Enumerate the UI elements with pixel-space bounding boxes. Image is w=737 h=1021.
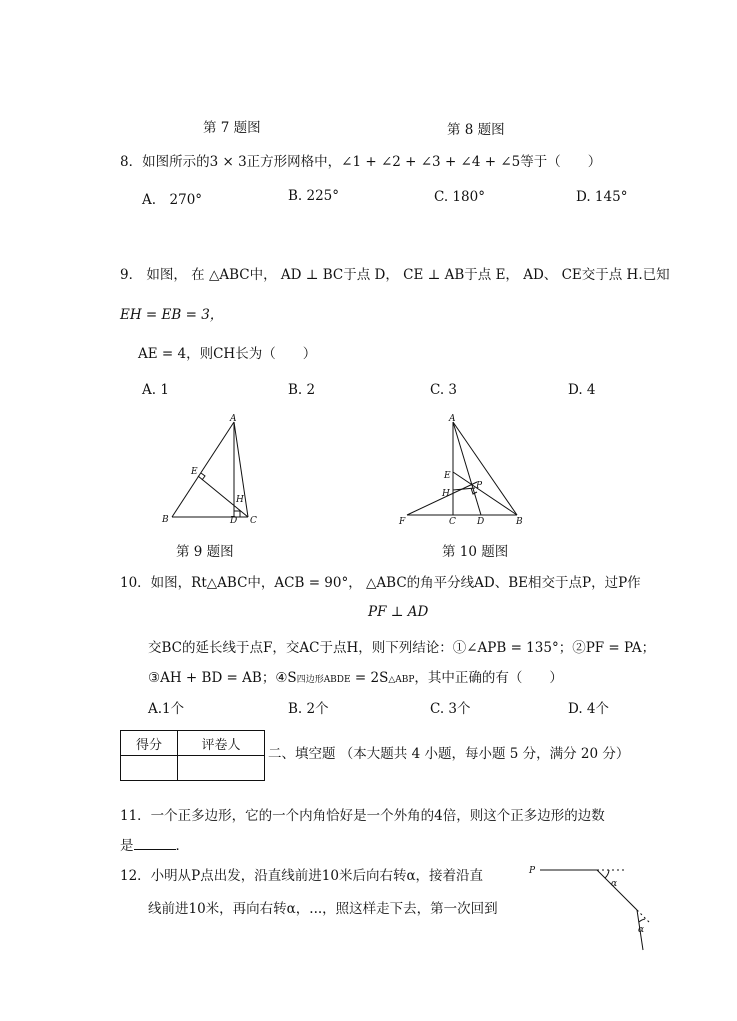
question-9-line2: EH = EB = 3， — [120, 307, 224, 323]
question-10-line3: 交BC的延长线于点F，交AC于点H，则下列结论：①∠APB = 135°；②PF = PA； — [148, 640, 656, 656]
option-c: C. 3 — [430, 382, 458, 398]
fig10-label-a: A — [449, 414, 456, 424]
figure-10-diagram — [395, 410, 535, 530]
question-9-line3: AE = 4，则CH长为（ ） — [138, 346, 317, 362]
fig10-label-h: H — [442, 489, 450, 499]
figure-8-caption: 第 8 题图 — [447, 122, 505, 138]
option-c: C. 3个 — [430, 701, 471, 717]
line4-part-b: = 2S — [350, 670, 389, 686]
question-12-line2: 线前进10米，再向右转α，...，照这样走下去，第一次回到 — [148, 901, 498, 917]
option-a: A. 270° — [142, 192, 203, 208]
score-header: 得分 — [121, 731, 178, 756]
grader-header: 评卷人 — [178, 731, 265, 756]
fig12-label-alpha-1: α — [611, 879, 618, 889]
line4-part-a: ③AH + BD = AB；④S — [148, 670, 297, 686]
fig9-label-c: C — [250, 516, 257, 526]
fig10-label-f: F — [399, 517, 406, 527]
q11-line2-prefix: 是 — [120, 838, 134, 854]
question-9-line1: 9． 如图， 在 △ABC中， AD ⊥ BC于点 D， CE ⊥ AB于点 E， AD、 CE交于点 H.已知 — [120, 267, 670, 283]
option-d: D. 4个 — [568, 701, 610, 717]
fig10-label-p: P — [476, 481, 483, 491]
question-10-line4 — [148, 666, 563, 686]
figure-10-caption: 第 10 题图 — [442, 544, 509, 560]
fig9-label-d: D — [230, 516, 238, 526]
option-a: A. 1 — [142, 382, 169, 398]
fig10-label-b: B — [516, 517, 523, 527]
fig12-label-p: P — [529, 866, 536, 876]
section-2-heading: 二、填空题 （本大题共 4 小题，每小题 5 分，满分 20 分） — [268, 746, 630, 762]
fig9-label-e: E — [191, 467, 198, 477]
option-d: D. 4 — [568, 382, 596, 398]
q11-answer-blank[interactable] — [134, 835, 176, 850]
fig9-label-a: A — [230, 414, 237, 424]
score-cell[interactable] — [121, 756, 178, 781]
figure-9-caption: 第 9 题图 — [176, 544, 234, 560]
score-table — [120, 730, 265, 781]
figure-12-walk-path — [525, 858, 665, 953]
grader-cell[interactable] — [178, 756, 265, 781]
question-12-line1: 12．小明从P点出发，沿直线前进10米后向右转α，接着沿直 — [120, 868, 484, 884]
q11-line2-suffix: ． — [175, 838, 189, 854]
option-b: B. 2 — [288, 382, 316, 398]
fig12-label-alpha-2: α — [638, 925, 645, 935]
question-10-line1: 10．如图，Rt△ABC中，ACB = 90°， △ABC的角平分线AD、BE相交于点P，过P作 — [120, 575, 641, 591]
figure-9-diagram — [150, 410, 270, 530]
line4-part-c: ，其中正确的有（ ） — [414, 670, 563, 686]
question-11-line2 — [120, 834, 189, 854]
figure-7-caption: 第 7 题图 — [203, 120, 261, 136]
fig9-label-b: B — [162, 515, 169, 525]
fig9-label-h: H — [236, 495, 244, 505]
fig10-label-c: C — [449, 517, 456, 527]
area-subscript-abde: 四边形ABDE — [296, 675, 351, 685]
option-b: B. 2个 — [288, 701, 329, 717]
fig10-label-e: E — [444, 471, 451, 481]
question-8-stem: 8．如图所示的3 × 3正方形网格中，∠1 + ∠2 + ∠3 + ∠4 + ∠5等于（ ） — [120, 154, 602, 170]
option-b: B. 225° — [288, 188, 340, 204]
fig10-label-d: D — [477, 517, 485, 527]
option-d: D. 145° — [576, 189, 628, 205]
option-a: A.1个 — [148, 701, 185, 717]
question-10-line2: PF ⊥ AD — [368, 604, 429, 620]
option-c: C. 180° — [434, 189, 485, 205]
question-11-line1: 11．一个正多边形，它的一个内角恰好是一个外角的4倍，则这个正多边形的边数 — [120, 808, 605, 824]
area-subscript-abp: △ABP — [388, 675, 415, 685]
